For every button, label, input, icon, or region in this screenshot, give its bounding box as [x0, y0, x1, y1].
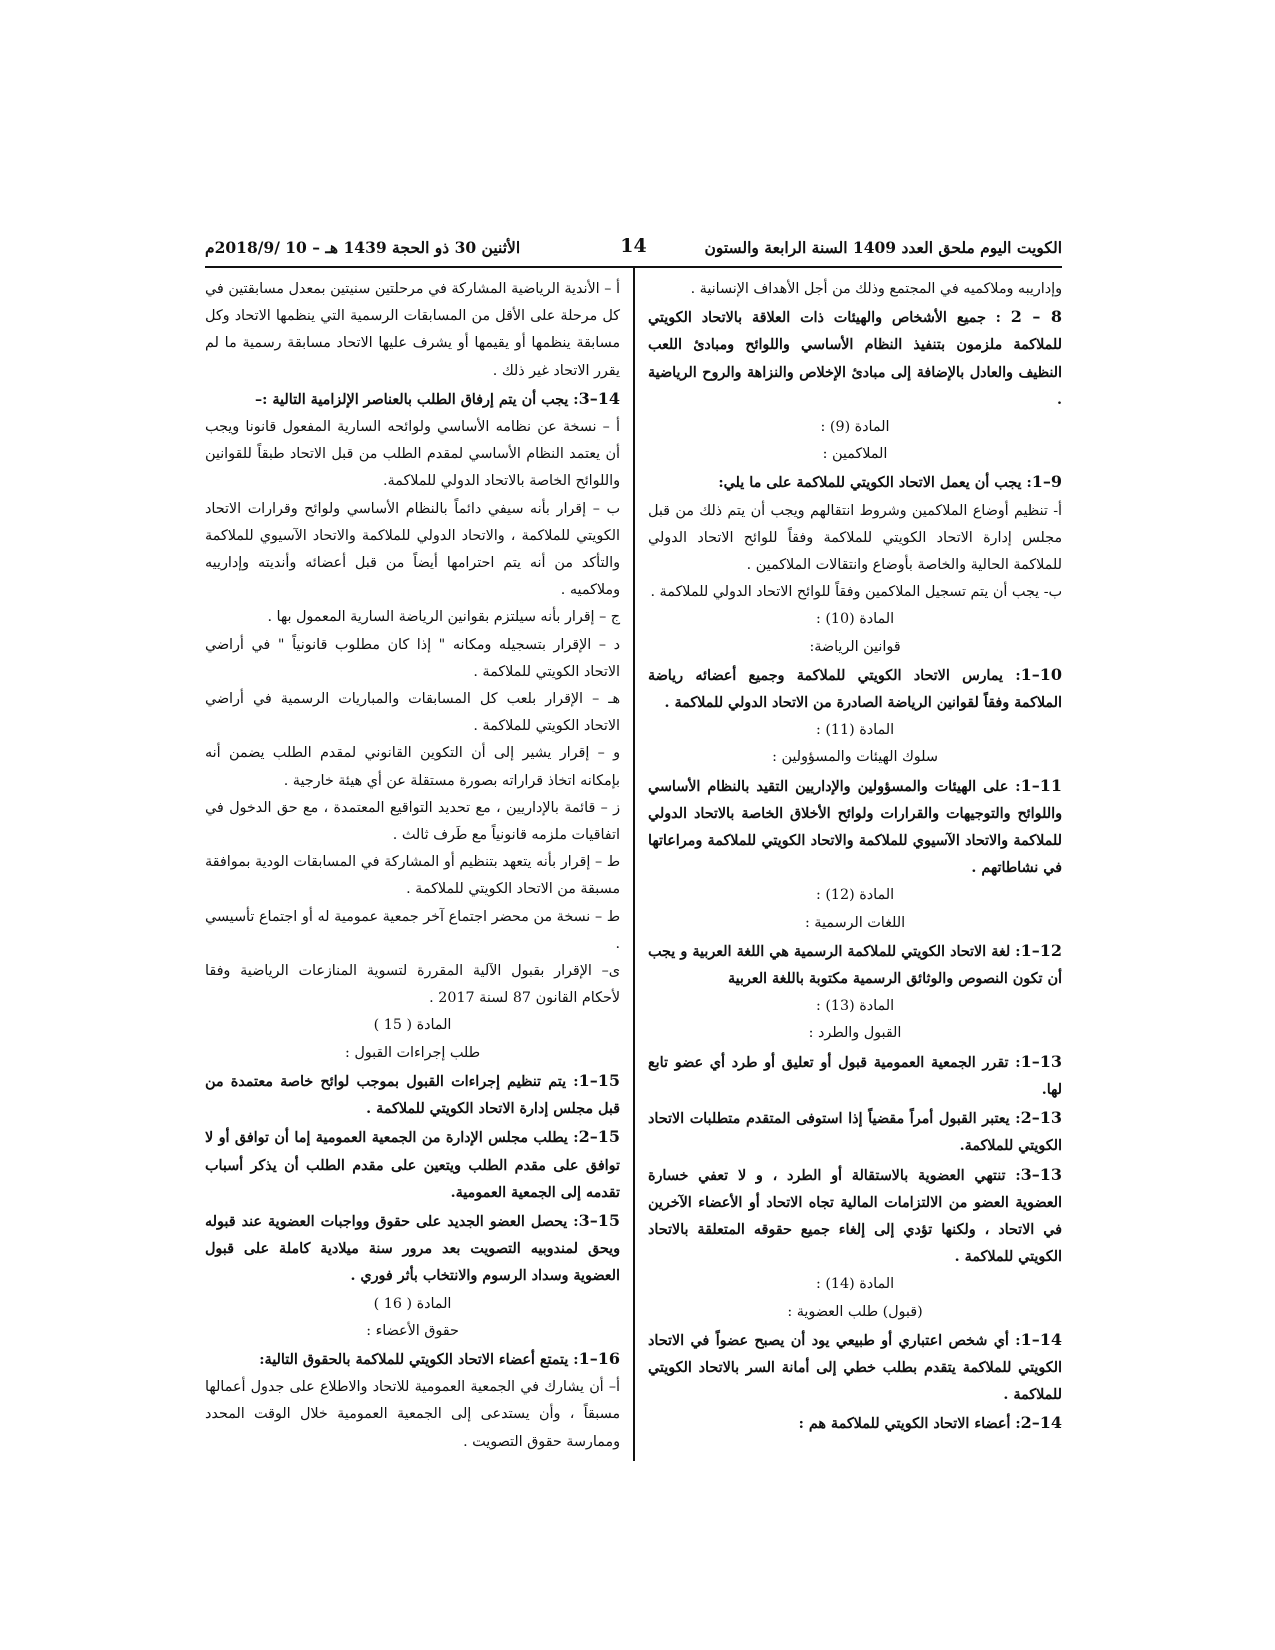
- article-heading: المادة (12) :: [815, 887, 895, 904]
- clause-text: : تنتهي العضوية بالاستقالة أو الطرد ، و لا تعفي خسارة العضوية العضو من الالتزامات المالية تجاه الاتحاد أو الأعضاء الآخرين في الاتحاد ، ولكنها تؤدي إلى إلغاء جميع حقوقه المتعلقة بالاتحاد الكويتي للملاكمة .: [648, 1167, 1062, 1266]
- paragraph: ط – نسخة من محضر اجتماع آخر جمعية عمومية له أو اجتماع تأسيسي .: [205, 908, 620, 952]
- clause-text: : يتمتع أعضاء الاتحاد الكويتي للملاكمة بالحقوق التالية:: [259, 1351, 579, 1368]
- paragraph: [205, 1123, 620, 1207]
- article-heading: المادة (13) :: [815, 998, 895, 1015]
- left-column: [205, 276, 620, 1456]
- clause-number: 11–1: [1020, 775, 1062, 795]
- article-heading: قوانين الرياضة:: [809, 638, 901, 655]
- article-heading: اللغات الرسمية :: [804, 914, 906, 931]
- paragraph: د – الإقرار بتسجيله ومكانه " إذا كان مطلوب قانونياً " في أراضي الاتحاد الكويتي للملاكمة .: [205, 636, 620, 680]
- paragraph: أ– أن يشارك في الجمعية العمومية للاتحاد والاطلاع على جدول أعمالها مسبقاً ، وأن يستدعى إلى الجمعية العمومية خلال الوقت المحدد وممارسة حقوق التصويت .: [205, 1379, 620, 1450]
- paragraph: أ- تنظيم أوضاع الملاكمين وشروط انتقالهم ويجب أن يتم ذلك من قبل مجلس إدارة الاتحاد الكويتي للملاكمة وفقاً للوائح الاتحاد الدولي للملاكمة الحالية والخاصة بأوضاع وانتقالات الملاكمين .: [648, 502, 1062, 574]
- paragraph: ب – إقرار بأنه سيفي دائماً بالنظام الأساسي ولوائح وقرارات الاتحاد الكويتي للملاكمة ، والاتحاد الدولي للملاكمة والاتحاد الآسيوي للملاكمة والتأكد من أنه يتم احترامها أيضاً من قبل أعضائه وأنديته وإدارييه وملاكميه .: [205, 500, 620, 599]
- paragraph: أ – نسخة عن نظامه الأساسي ولوائحه السارية المفعول قانونا ويجب أن يعتمد النظام الأساسي لمقدم الطلب من قبل الاتحاد طبقاً للقوانين واللوائح الخاصة بالاتحاد الدولي للملاكمة.: [205, 419, 620, 490]
- clause-text: : تقرر الجمعية العمومية قبول أو تعليق أو طرد أي عضو تابع لها.: [648, 1054, 1062, 1098]
- clause-text: : يتم تنظيم إجراءات القبول بموجب لوائح خاصة معتمدة من قبل مجلس إدارة الاتحاد الكويتي للملاكمة .: [205, 1073, 620, 1118]
- paragraph: [205, 1207, 620, 1291]
- clause-text: : يجب أن يعمل الاتحاد الكويتي للملاكمة على ما يلي:: [718, 475, 1032, 492]
- paragraph: و – إقرار يشير إلى أن التكوين القانوني لمقدم الطلب يضمن أنه بإمكانه اتخاذ قراراته بصورة مستقلة عن أي هيئة خارجية .: [205, 745, 620, 789]
- clause-number: 15–3: [578, 1210, 620, 1230]
- article-heading: المادة (14) :: [815, 1276, 895, 1293]
- paragraph: أ – الأندية الرياضية المشاركة في مرحلتين سنيتين بمعدل مسابقتين في كل مرحلة على الأقل من المسابقات الرسمية التي ينظمها الاتحاد وكل مسابقة ينظمها أو يقيمها أو يشرف عليها الاتحاد مسابقة رسمية ما لم يقرر الاتحاد غير ذلك .: [205, 281, 620, 379]
- paragraph: [205, 1345, 620, 1374]
- page-number: 14: [620, 235, 647, 257]
- paragraph: [648, 1161, 1062, 1272]
- paragraph: ز – قائمة بالإداريين ، مع تحديد التواقيع المعتمدة ، مع حق الدخول في اتفاقيات ملزمه قانونياً مع طَرف ثالث .: [205, 799, 620, 844]
- clause-number: 15–1: [578, 1070, 620, 1090]
- paragraph: ى– الإقرار بقبول الآلية المقررة لتسوية المنازعات الرياضية وفقا لأحكام القانون 87 لسنة 2017 .: [205, 963, 620, 1007]
- clause-number: 13–3: [1020, 1164, 1062, 1184]
- clause-text: : يجب أن يتم إرفاق الطلب بالعناصر الإلزامية التالية :–: [254, 391, 579, 408]
- gazette-issue-info: الكويت اليوم ملحق العدد 1409 السنة الرابعة والستون: [704, 238, 1062, 257]
- paragraph: وإداريبه وملاكميه في المجتمع وذلك من أجل الأهداف الإنسانية .: [690, 281, 1062, 297]
- paragraph: [648, 772, 1062, 883]
- clause-number: 16–1: [578, 1348, 620, 1368]
- issue-date: الأثنين 30 ذو الحجة 1439 هـ – 10 /2018/9م: [205, 238, 521, 257]
- paragraph: هـ – الإقرار بلعب كل المسابقات والمباريات الرسمية في أراضي الاتحاد الكويتي للملاكمة .: [205, 691, 620, 735]
- paragraph: [648, 303, 1062, 414]
- clause-text: : يطلب مجلس الإدارة من الجمعية العمومية إما أن توافق أو لا توافق على مقدم الطلب ويتعين على مقدم الطلب أن يذكر أسباب تقدمه إلى الجمعية العمومية.: [205, 1130, 620, 1201]
- paragraph: ط – إقرار بأنه يتعهد بتنظيم أو المشاركة في المسابقات الودية بموافقة مسبقة من الاتحاد الكويتي للملاكمة .: [205, 854, 620, 898]
- clause-text: : يحصل العضو الجديد على حقوق وواجبات العضوية عند قبوله ويحق لمندوبيه التصويت بعد مرور سنة ميلادية كاملة على قبول العضوية وسداد الرسوم والانتخاب بأثر فوري .: [205, 1213, 620, 1285]
- paragraph: [648, 1409, 1062, 1438]
- clause-number: 14–2: [1020, 1413, 1062, 1433]
- page-header: [205, 234, 1062, 264]
- clause-number: 10–1: [1020, 664, 1062, 684]
- article-heading: المادة (9) :: [820, 419, 890, 436]
- article-heading: طلب إجراءات القبول :: [344, 1044, 481, 1061]
- clause-number: 13–1: [1020, 1051, 1062, 1071]
- article-heading: الملاكمين :: [822, 446, 888, 463]
- clause-number: 14–1: [1020, 1329, 1062, 1349]
- paragraph: [205, 385, 620, 414]
- article-heading: حقوق الأعضاء :: [366, 1322, 459, 1339]
- article-heading: المادة ( 15 ): [373, 1017, 452, 1034]
- paragraph: [648, 937, 1062, 993]
- article-heading: المادة ( 16 ): [373, 1295, 452, 1312]
- column-divider: [633, 266, 635, 1461]
- paragraph: [648, 1326, 1062, 1410]
- article-heading: (قبول) طلب العضوية :: [787, 1303, 923, 1320]
- paragraph: ج – إقرار بأنه سيلتزم بقوانين الرياضة السارية المعمول بها .: [267, 609, 620, 626]
- clause-text: : جميع الأشخاص والهيئات ذات العلاقة بالاتحاد الكويتي للملاكمة ملزمون بتنفيذ النظام الأساسي واللوائح ومبادئ اللعب النظيف والعادل بالإضافة إلى مبادئ الإخلاص والنزاهة والروح الرياضية .: [648, 310, 1062, 408]
- clause-number: 8 – 2: [1010, 307, 1063, 327]
- paragraph: [648, 468, 1062, 497]
- right-column: [648, 276, 1062, 1439]
- clause-text: : يمارس الاتحاد الكويتي للملاكمة وجميع أعضائه رياضة الملاكمة وفقاً لقوانين الرياضة الصادرة من الاتحاد الدولي للملاكمة .: [648, 667, 1062, 712]
- article-heading: سلوك الهيئات والمسؤولين :: [772, 749, 938, 766]
- paragraph: [648, 1048, 1062, 1104]
- article-heading: المادة (11) :: [815, 722, 895, 739]
- article-heading: المادة (10) :: [815, 611, 895, 628]
- article-heading: القبول والطرد :: [808, 1025, 902, 1042]
- clause-text: : أي شخص اعتباري أو طبيعي يود أن يصبح عضواً في الاتحاد الكويتي للملاكمة يتقدم بطلب خطي إلى أمانة السر بالاتحاد الكويتي للملاكمة .: [648, 1332, 1062, 1404]
- clause-number: 9–1: [1031, 472, 1062, 492]
- clause-number: 15–2: [578, 1127, 620, 1147]
- clause-number: 12–1: [1020, 940, 1062, 960]
- clause-text: : يعتبر القبول أمراً مقضياً إذا استوفى المتقدم متطلبات الاتحاد الكويتي للملاكمة.: [648, 1111, 1062, 1155]
- paragraph: [205, 1067, 620, 1123]
- clause-text: : على الهيئات والمسؤولين والإداريين التقيد بالنظام الأساسي واللوائح والتوجيهات والقرارات ولوائح الأخلاق الخاصة بالاتحاد الدولي للملاكمة والاتحاد الآسيوي للملاكمة والاتحاد الكويتي للملاكمة ومراعاتها في نشاطاتهم .: [648, 778, 1062, 877]
- clause-text: : أعضاء الاتحاد الكويتي للملاكمة هم :: [798, 1416, 1021, 1433]
- paragraph: ب- يجب أن يتم تسجيل الملاكمين وفقاً للوائح الاتحاد الدولي للملاكمة .: [650, 584, 1062, 601]
- paragraph: [648, 1104, 1062, 1160]
- clause-number: 14–3: [578, 388, 620, 408]
- clause-number: 13–2: [1020, 1108, 1062, 1128]
- clause-text: : لغة الاتحاد الكويتي للملاكمة الرسمية هي اللغة العربية و يجب أن تكون النصوص والوثائق الرسمية مكتوبة باللغة العربية: [648, 943, 1062, 988]
- paragraph: [648, 661, 1062, 717]
